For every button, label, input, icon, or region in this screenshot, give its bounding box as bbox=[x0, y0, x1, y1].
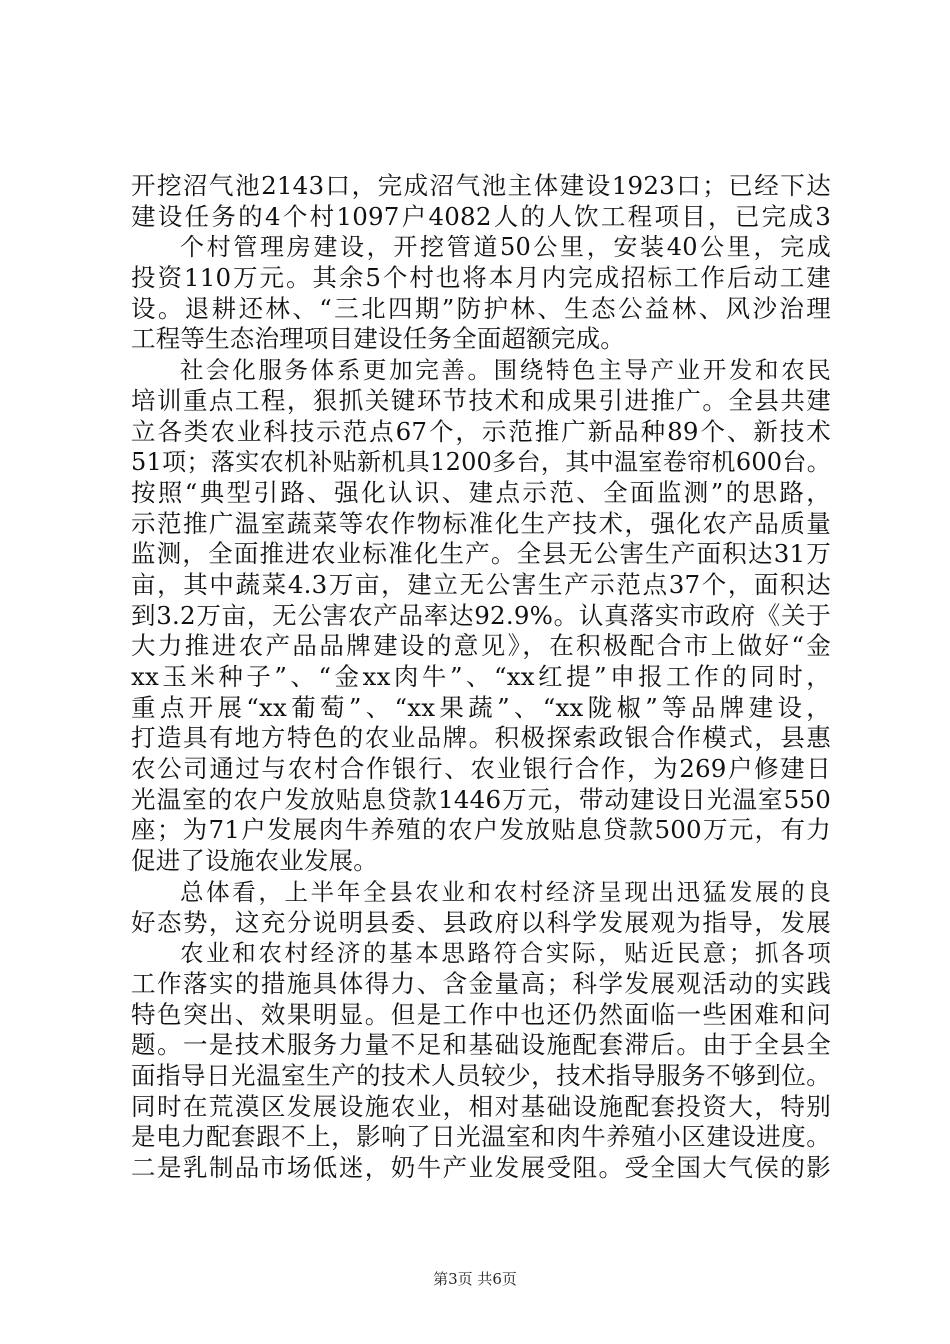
text-line: 设。退耕还林、“三北四期”防护林、生态公益林、风沙治理 bbox=[131, 293, 831, 323]
text-line: 同时在荒漠区发展设施农业，相对基础设施配套投资大，特别 bbox=[131, 1091, 831, 1121]
text-line: 亩，其中蔬菜4.3万亩，建立无公害生产示范点37个，面积达 bbox=[131, 569, 831, 599]
text-line: 建设任务的4个村1097户4082人的人饮工程项目，已完成3 bbox=[131, 201, 831, 231]
text-line: 促进了设施农业发展。 bbox=[131, 846, 378, 876]
body-text bbox=[131, 171, 831, 1184]
text-line: 题。一是技术服务力量不足和基础设施配套滞后。由于全县全 bbox=[131, 1030, 831, 1060]
text-line: 大力推进农产品品牌建设的意见》，在积极配合市上做好“金 bbox=[131, 631, 831, 661]
text-line: 51项；落实农机补贴新机具1200多台，其中温室卷帘机600台。 bbox=[131, 448, 831, 477]
page-footer: 第3页 共6页 bbox=[433, 1270, 517, 1288]
text-line: 面指导日光温室生产的技术人员较少，技术指导服务不够到位。 bbox=[131, 1060, 831, 1090]
text-line: 座；为71户发展肉牛养殖的农户发放贴息贷款500万元，有力 bbox=[131, 815, 831, 845]
text-line: 示范推广温室蔬菜等农作物标准化生产技术，强化农产品质量 bbox=[131, 508, 831, 538]
text-line: 按照“典型引路、强化认识、建点示范、全面监测”的思路， bbox=[131, 477, 831, 507]
text-line: 好态势，这充分说明县委、县政府以科学发展观为指导，发展 bbox=[131, 907, 831, 937]
text-line: 投资110万元。其余5个村也将本月内完成招标工作后动工建 bbox=[131, 263, 831, 293]
text-line: 打造具有地方特色的农业品牌。积极探索政银合作模式，县惠 bbox=[131, 723, 831, 753]
text-line: 总体看，上半年全县农业和农村经济呈现出迅猛发展的良 bbox=[180, 877, 831, 906]
text-line: 农公司通过与农村合作银行、农业银行合作，为269户修建日 bbox=[131, 754, 831, 784]
text-line: 光温室的农户发放贴息贷款1446万元，带动建设日光温室550 bbox=[131, 784, 831, 814]
text-line: 个村管理房建设，开挖管道50公里，安装40公里，完成 bbox=[180, 233, 831, 262]
text-line: 工作落实的措施具体得力、含金量高；科学发展观活动的实践 bbox=[131, 968, 831, 998]
text-line: 工程等生态治理项目建设任务全面超额完成。 bbox=[131, 324, 625, 354]
text-line: 重点开展“xx葡萄”、“xx果蔬”、“xx陇椒”等品牌建设， bbox=[131, 692, 831, 722]
text-line: 立各类农业科技示范点67个，示范推广新品种89个、新技术 bbox=[131, 416, 831, 446]
text-line: xx玉米种子”、“金xx肉牛”、“xx红提”申报工作的同时， bbox=[131, 662, 831, 691]
text-line: 到3.2万亩，无公害农产品率达92.9%。认真落实市政府《关于 bbox=[131, 600, 831, 630]
text-line: 开挖沼气池2143口，完成沼气池主体建设1923口；已经下达 bbox=[131, 171, 831, 200]
text-line: 二是乳制品市场低迷，奶牛产业发展受阻。受全国大气侯的影 bbox=[131, 1153, 831, 1182]
text-line: 培训重点工程，狠抓关键环节技术和成果引进推广。全县共建 bbox=[131, 385, 831, 415]
text-line: 特色突出、效果明显。但是工作中也还仍然面临一些困难和问 bbox=[131, 999, 831, 1029]
text-line: 农业和农村经济的基本思路符合实际，贴近民意；抓各项 bbox=[180, 939, 831, 968]
text-line: 社会化服务体系更加完善。围绕特色主导产业开发和农民 bbox=[180, 356, 831, 385]
text-line: 监测，全面推进农业标准化生产。全县无公害生产面积达31万 bbox=[131, 539, 831, 569]
text-line: 是电力配套跟不上，影响了日光温室和肉牛养殖小区建设进度。 bbox=[131, 1122, 831, 1152]
